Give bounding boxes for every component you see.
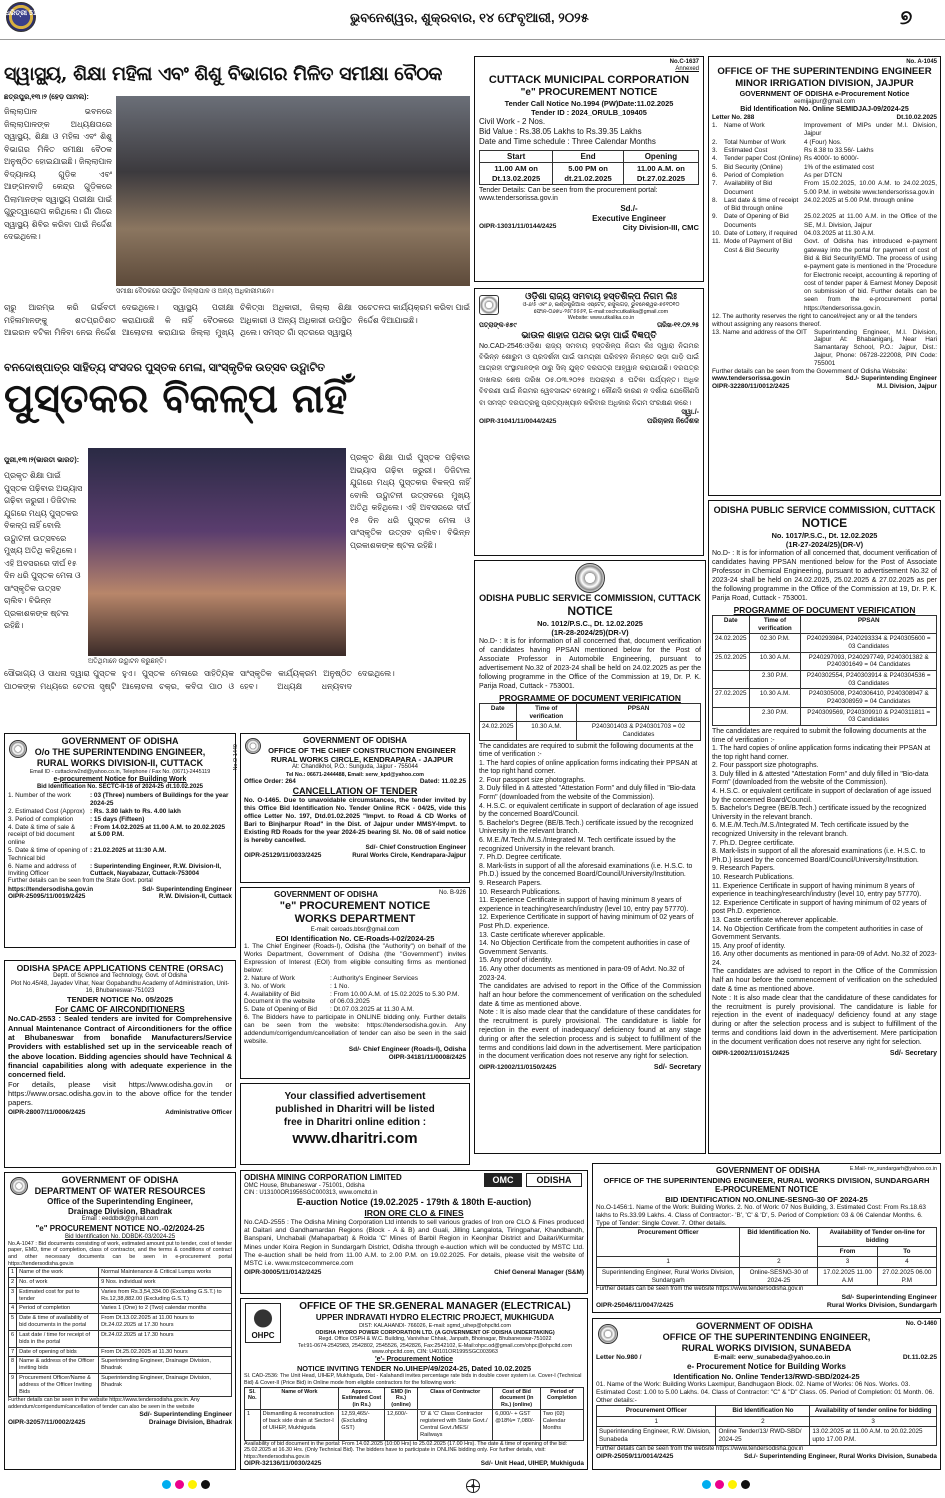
notice-odisha-mining: ODISHA MINING CORPORATION LIMITED OMC House, Bhubaneswar - 751001, Odisha CIN : U13100OR1956SGC000313, www.omcltd.in OMC ODISHA E-auction Notice (19.02.2025 - 179th & 180th E-auction) IRON ORE CLO & FINES No.CAD-2555 : The Odisha Mining Corporation Ltd intends to sell various grades of Iron ore CLO & Fines produced at Daitari and Gandhamardan Regions (Block - A & B) and Guali, Jilling Langalota, Tiringpahar, Khandbandh, Banspani, Unchabali (Mahaparbat) & Roida 'C' Mines of Barbil Region in Keonjhar District and Daitari/Kurmitar Mines under Koira Region in Sundargarh District, Odisha through e-auction which will be conducted by MSTC Ltd. The e-auction shall be held from 11.00 A.M. to 2.00 P.M. on 19.02.2025. For details, please visit the website of MSTC i.e. www.mstcecommerce.com OIPR-30005/11/0142/2425 Chief General Manager (S&M) xyxy=(240,1170,588,1294)
notice-handicraft-corp: ଓଡ଼ିଶା ରାଜ୍ୟ ସମବାୟ ହସ୍ତଶିଳ୍ପ ନିଗମ ଲିଃ ଓ-୬/୫ ଏବଂ ୬, ଇଣ୍ଡଷ୍ଟ୍ରିଆଲ ଏଷ୍ଟେଟ୍, ରସୁଲଗଡ଼, ଭୁବନେଶ୍ୱର-୭୫୧୦୧୦ ଫୋନ-୦୬୭୪-୨୫୮୫୫୫୧, E-mail:oschcutkalika@gmail.com Website: www.utkalika.co.in ପତ୍ରାଙ୍କ-୫୭୯ ତାରିଖ-୧୧.୦୨.୨୫ ଭାଉଳ ଶାହାଜ ପଥର ଭଡ଼ା ପାଇଁ ବିଜ୍ଞପ୍ତି No.CAD-2546:ଓଡ଼ିଶା ରାଜ୍ୟ ସମବାୟ ହସ୍ତଶିଳ୍ପ ନିଗମ ଲିଃ ଦ୍ୱାରା ନିଗମର ବିଭିନ୍ନ ଶୋରୁମ ଓ ପ୍ରଦର୍ଶନୀ ପାଇଁ ସାମଗ୍ରୀ ପରିବହନ ନିମନ୍ତେ ଭଡ଼ା ଗାଡ଼ି ପାଇଁ ଆଗ୍ରହୀ ସଂସ୍ଥାମାନଙ୍କ ଠାରୁ ସିଲ୍ ଯୁକ୍ତ ଦରପତ୍ର ଆହ୍ୱାନ କରାଯାଉଛି। ଦରପତ୍ର ଦାଖଲର ଶେଷ ତାରିଖ ୦୫.୦୩.୨୦୨୫ ଅପରାହ୍ଣ ୫ ଘଟିକା ପର୍ଯ୍ୟନ୍ତ। ଅଧିକ ବିବରଣୀ ପାଇଁ ନିଗମର ୱେବସାଇଟ ଦେଖନ୍ତୁ। କୌଣସି କାରଣ ନ ଦର୍ଶାଇ ଯେକୌଣସି ବା ସମସ୍ତ ଦରପତ୍ରକୁ ପ୍ରତ୍ୟାଖ୍ୟାନ କରିବାର ଅଧିକାର ନିଗମ ସଂରକ୍ଷଣ କରେ। ସ୍ୱା./- OIPR-31041/11/0044/2425 ପରିଚାଳନା ନିର୍ଦ୍ଦେଶକ xyxy=(474,288,704,556)
yellow-swatch-icon xyxy=(728,1480,737,1489)
notice-rural-works-sundargarh: GOVERNMENT OF ODISHA E.Mail- rw_sundargarh@yahoo.co.in OFFICE OF THE SUPERINTENDING ENGINEER, RURAL WORKS DIVISION, SUNDARGARH E-PROCUREMENT NOTICE BID IDENTIFICATION NO.ONLINE-SESNG-30 OF 2024-25 No.O-1456:1. Name of the Work: Building Works. 2. No. of Work: 07 Nos Building, 3. Estimated Cost: From Rs.18.63 lakhs to Rs.33.99 Lakhs. 4. Class of Contractor:- 'B', 'C' & 'D', 5. Period of Completion: 03 & 06 Calendar Months. 6. Type of Tender: Single Cover. 7. Other details. Procurement Officer Bid Identification No. Availability of Tender on-line for bidding From To 1 2 3 4 Superintending Engineer, Rural Works Division, Sundargarh Online-SESNG-30 of 2024-25 17.02.2025 11.00 A.M 27.02.2025 06.00 P.M Further details can be seen from the website https://www.tendersodisha.gov.in Sd/- Superintending Engineer OIPR-25046/11/0047/2425 Rural Works Division, Sundargarh xyxy=(592,1163,941,1313)
list-item: 2. Four passport size photographs. xyxy=(712,762,819,770)
story-dateline-2: ପୁରୀ,୧୩।୨(ଭାରତୀ ଭାରତ): xyxy=(4,457,80,464)
yellow-swatch-icon xyxy=(188,1480,197,1489)
list-item: 6. Period of Completion As per DTCN xyxy=(712,171,842,179)
story-body-bottom-2: ସୌଭାଗ୍ୟ ଓ ସାଧନା ଦ୍ୱାରା ପୁସ୍ତକ ପାଠକଙ୍କ ମଧ୍ୟରେ ଚେତନା ସୃଷ୍ଟି ହୁଏ। ପୁସ୍ତକ ମେଳାରେ ସାହିତ୍ୟିକ ଆଲୋଚନା ଚକ୍ର, କବିତା ପାଠ ଓ ସାଂସ୍କୃତିକ କାର୍ଯ୍ୟକ୍ରମ ଅନୁଷ୍ଠିତ ହେବ। ଅଧ୍ୟକ୍ଷ ଧନ୍ୟବାଦ ଦେଇଥିଲେ। xyxy=(4,669,395,691)
cmc-schedule-table: Start End Opening 11.00 AM on Dt.13.02.2025 5.00 PM on dt.21.02.2025 11.00 A.M. on Dt.27.02.2025 xyxy=(479,150,699,185)
classified-promo: Your classified advertisement published in Dharitri will be listed free in Dharitri online edition : www.dharitri.com xyxy=(240,1083,470,1165)
list-item: 16. Any other documents as mentioned in para-09 of Advt. No.32 of 2023-24. xyxy=(712,951,937,967)
list-item: 9. Research Papers. xyxy=(479,879,542,887)
story-kicker: ବନଦୋଷ୍ପାତ୍ର ସାହିତ୍ୟ ସଂସଦର ପୁସ୍ତକ ମେଳା, ସାଂସ୍କୃତିକ ଉତ୍ସବ ଉଦ୍ଘାଟିତ xyxy=(4,362,325,374)
list-item: 3. Duly filled in & attested "Attestation Form" and duly filled in "Bio-data Form" (downloaded from the website of the Commission). xyxy=(712,770,929,787)
list-item: 2. Four passport size photographs. xyxy=(479,776,586,784)
list-item: 11. Mode of Payment of Bid Cost & Bid Security Govt. of Odisha has introduced e-payment gateway into the portal for payment of cost of Bid & Bid Security/EMD. The process of using e-payment gate is mentioned in the 'Procedure for Electronic receipt, accounting & reporting of cost of tender paper & Earnest Money Deposit on submission of bid. Further details can be seen from the e-procurement portal https://tendersorissa.gov.in. xyxy=(712,238,937,312)
table-row: 2.30 P.M. P240302554, P240303914 & P240304536 = 03 Candidates xyxy=(713,670,937,688)
story-headline: ସ୍ୱାସ୍ଥ୍ୟ, ଶିକ୍ଷା ମହିଳା ଏବଂ ଶିଶୁ ବିଭାଗର ମିଳିତ ସମୀକ୍ଷା ବୈଠକ xyxy=(4,63,442,85)
required-documents-list xyxy=(479,760,701,983)
odisha-emblem-icon xyxy=(245,738,261,754)
table-row: 4 Period of completion Varies 1 (One) to 2 (Two) calendar months xyxy=(9,1304,232,1314)
magenta-swatch-icon xyxy=(175,1480,184,1489)
notice-orsac: ODISHA SPACE APPLICATIONS CENTRE (ORSAC) Deptt. of Science and Technology, Govt. of Odisha Plot No.45/48, Jayadev Vihar, Near Gopabandhu Academy of Administration, Unit-16, Bhubaneswar-751023 TENDER NOTICE No. 05/2025 For CAMC OF AIRCONDITIONERS No.CAD-2553 : Sealed tenders are invited for Comprehensive Annual Maintenance Contract of Airconditioners for the office at Bhubaneswar from bonafide Manufacturers/Service Providers with established set up in the serviceable reach of the above location. Bidding agencies should have Technical & financial capabilities along with adequate experience in the concerned field. For details, please visit https://www.odisha.gov.in or https://www.orsac.odisha.gov.in to the above office for the tender papers. OIPR-28007/11/0006/2425 Administrative Officer xyxy=(4,960,236,1168)
table-row: 5 Date & time of availability of bid documents in the portal From Dt.13.02.2025 at 11.00 hours to Dt.24.02.2025 at 17.30 hours xyxy=(9,1314,232,1331)
story-dateline: ଛତ୍ରପୁର,୧୩।୨ (ହେଡ଼ ପାମଲ): xyxy=(4,94,89,101)
odisha-logo: ODISHA xyxy=(526,1173,582,1187)
list-item: 5. Bachelor's Degree (BE/B.Tech.) certificate issued by the recognized University in the relevant branch. xyxy=(712,805,927,821)
story-body-left-2: ପ୍ରକୃତ ଶିକ୍ଷା ପାଇଁ ପୁସ୍ତକ ପଢ଼ିବାର ଅଭ୍ୟାସ ଗଢ଼ିବା ଜରୁରୀ। ଡିଜିଟାଲ ଯୁଗରେ ମଧ୍ୟ ପୁସ୍ତକର ବିକଳ୍ପ ନାହିଁ ବୋଲି ଉଦ୍ଘାଟନୀ ଉତ୍ସବରେ ମୁଖ୍ୟ ଅତିଥି କହିଥିଲେ। ଏହି ଅବସରରେ ଦୀର୍ଘ ୧୫ ଦିନ ଧରି ପୁସ୍ତକ ମେଳା ଓ ସାଂସ୍କୃତିକ ଉତ୍ସବ ଚାଲିବ। ବିଭିନ୍ନ ପ୍ରକାଶକଙ୍କ ଷ୍ଟଲ ରହିଛି। xyxy=(4,471,83,630)
list-item: 2. Total Number of Work 4 (Four) Nos. xyxy=(712,138,842,146)
cyan-swatch-icon xyxy=(702,1480,711,1489)
portal-link[interactable]: https://tendersodisha.gov.in xyxy=(8,885,94,893)
table-row: 27.02.2025 10.30 A.M. P240305008, P240306410, P240308947 & P240308959 = 04 Candidates xyxy=(713,689,937,707)
sunabeda-table: Procurement Officer Bid Identification No Availability of tender online for bidding 1 2 3 Superintending Engineer, R.W. Division, Sunabeda Online Tender/13/ RWD-SBD/ 2024-25 13.02.2025 at 11.00 A.M. to 20.02.2025 upto 17.00 P.M. xyxy=(596,1405,937,1446)
bhadrak-table xyxy=(8,1267,232,1397)
notice-rural-works-cuttack: No.O-1449 GOVERNMENT OF ODISHA O/o THE SUPERINTENDING ENGINEER, RURAL WORKS DIVISION-II, CUTTACK Email ID - cuttackrw2nd@yahoo.co.in, Telephone / Fax No. (0671)-2445119 e-procurement Notice for Building Work Bid Identification No. SECTC-II-16 of 2024-25 dt.10.02.2025 1. Number of the work : 03 (Three) numbers of Buildings for the year 2024-25 2. Estimated Cost (Approx) : Rs. 3.80 lakh to Rs. 4.00 lakh 3. Period of completion : 15 days (Fifteen) 4. Date & time of sale & receipt of bid document online : From 14.02.2025 at 11.00 A.M. to 20.02.2025 at 5.00 P.M. 5. Date & time of opening of Technical bid : 21.02.2025 at 11:30 A.M. 6. Name and address of Inviting Officer : Superintending Engineer, R.W. Division-II, Cuttack, Nayabazar, Cuttack-753004 Further details can be seen from the State Govt. portal https://tendersodisha.gov.in Sd/- Superintending Engineer OIPR-25095/11/0019/2425 R.W. Division-II, Cuttack xyxy=(4,733,236,948)
table-row: 9 Procurement Officer/Name & address of the Officer Inviting Bids Superintending Engineer, Drainage Division, Bhadrak xyxy=(9,1373,232,1396)
list-item: 8. Mark-lists in support of all the aforesaid examinations (i.e. H.S.C. to Ph.D.) issued by the concerned Board/Council/University/Institution. xyxy=(712,848,926,864)
required-documents-list xyxy=(712,745,937,968)
list-item: 10. Research Publications. xyxy=(712,873,794,881)
opsc2-schedule-table: Date Time of verification PPSAN 24.02.2025 02.30 P.M. P240293984, P240293334 & P240305600 = 03 Candidates 25.02.2025 10.30 A.M. P240297093, P240297749, P240301382 & P240301649 = 04 Candidates 2.30 P.M. P240302554, P240303914 & P240304536 = 03 Candidates 27.02.2025 10.30 A.M. P240305008, P240306410, P240308947 & P240308959 = 04 Candidates 2.30 P.M. P240309569, P240309910 & P240311811 = 03 Candidates xyxy=(712,615,937,726)
list-item: 4. H.S.C. or equivalent certificate in support of declaration of age issued by the concerned Board/Council. xyxy=(479,802,699,819)
sundargarh-table: Procurement Officer Bid Identification No. Availability of Tender on-line for bidding From To 1 2 3 4 Superintending Engineer, Rural Works Division, Sundargarh Online-SESNG-30 of 2024-25 17.02.2025 11.00 A.M 27.02.2025 06.00 P.M xyxy=(596,1227,937,1286)
page-number: ୭ xyxy=(900,7,913,29)
table-row: 2 No. of work 9 Nos. individual work xyxy=(9,1278,232,1288)
odisha-emblem-icon xyxy=(9,740,27,758)
story-body-left: ଜିଲ୍ଲାପାଳ ଭବନରେ ଜିଲ୍ଲାପାଳଙ୍କ ଅଧ୍ୟକ୍ଷତାରେ ସ୍ୱାସ୍ଥ୍ୟ, ଶିକ୍ଷା ଓ ମହିଳା ଏବଂ ଶିଶୁ ବିଭାଗର ମିଳିତ ସମୀକ୍ଷା ବୈଠକ ଅନୁଷ୍ଠିତ ହୋଇଯାଇଛି। ଜିଲ୍ଲାପାଳ ବିଦ୍ୟାଳୟ ଗୁଡ଼ିକ ଏବଂ ଆଙ୍ଗନବାଡ଼ି କେନ୍ଦ୍ର ଗୁଡ଼ିକରେ ପିଲାମାନଙ୍କ ସ୍ୱାସ୍ଥ୍ୟ ପରୀକ୍ଷା ପାଇଁ ଗୁରୁତ୍ୱାରୋପ କରିଥିଲେ। ଗାଁ ଗାଁରେ ସ୍ୱାସ୍ଥ୍ୟ ଶିବିର କରିବା ପାଇଁ ନିର୍ଦ୍ଦେଶ ଦେଇଥିଲେ। xyxy=(4,107,112,241)
list-item: 10. Research Publications. xyxy=(479,888,561,896)
list-item: 12. Experience Certificate in support of having minimum of 02 years of post Ph.D. experience. xyxy=(712,899,927,916)
color-registration-strip-right xyxy=(700,1480,752,1493)
list-item: 6. M.E./M.Tech./M.S./Integrated M. Tech certificate issued by the recognized University in the relevant branch. xyxy=(712,822,909,838)
list-item: 7. Ph.D. Degree certificate. xyxy=(712,839,795,847)
list-item: 1. The hard copies of online application forms indicating their PPSAN at the top right hand corner. xyxy=(712,745,931,761)
black-swatch-icon xyxy=(201,1480,210,1489)
color-registration-strip xyxy=(160,1480,212,1493)
odisha-emblem-icon xyxy=(10,1177,28,1195)
meeting-photo xyxy=(116,96,470,286)
dateline: ଭୁବନେଶ୍ୱର, ଶୁକ୍ରବାର, ୧୪ ଫେବୃଆରୀ, ୨୦୨୫ xyxy=(350,10,589,25)
list-item: 10. Date of Lottery, if required 04.03.2025 at 11.30 A.M. xyxy=(712,230,875,238)
cyan-swatch-icon xyxy=(162,1480,171,1489)
list-item: 11. Experience Certificate in support of having minimum 8 years of experience in teaching/research/industry (level 10, entry pay 57770). xyxy=(712,882,922,899)
table-row: 24.02.2025 02.30 P.M. P240293984, P240293334 & P240305600 = 03 Candidates xyxy=(713,634,937,652)
list-item: 4. H.S.C. or equivalent certificate in support of declaration of age issued by the concerned Board/Council. xyxy=(712,788,932,804)
table-row: 7 Date of opening of bids From Dt.25.02.2025 at 11.30 hours xyxy=(9,1347,232,1357)
notice-drainage-bhadrak: GOVERNMENT OF ODISHA DEPARTMENT OF WATER RESOURCES Office of the Superintending Engineer, Drainage Division, Bhadrak Email : eeddbdk@gmail.com "e" PROCUREMENT NOTICE NO.-02/2024-25 Bid Identification No. DDBDK-03/2024-25 No.A-1047 : Bid documents consisting of work, estimated amount put to tender, cost of tender paper, EMD, time of completion, class of contractor, and the terms & conditions of contract and other necessary documents can be seen in e-procurement portal https://tendersodisha.gov.in 1 Name of the work Normal Maintenance & Critical Lumps works 2 No. of work 9 Nos. individual work 3 Estimated cost for put to tender Varies from Rs.3,54,334.00 (Excluding G.S.T.) to Rs.12,38,882.00 (Excluding G.S.T.) 4 Period of completion Varies 1 (One) to 2 (Two) calendar months 5 Date & time of availability of bid documents in the portal From Dt.13.02.2025 at 11.00 hours to Dt.24.02.2025 at 17.30 hours 6 Last date / time for receipt of bids in the portal Dt.24.02.2025 at 17.30 hours 7 Date of opening of bids From Dt.25.02.2025 at 11.30 hours 8 Name & address of the Officer inviting bids Superintending Engineer, Drainage Division, Bhadrak 9 Procurement Officer/Name & address of the Officer Inviting Bids Superintending Engineer, Drainage Division, Bhadrak Further details can be seen in the website https://www.tendersodisha.gov.in. Any addendum/corrigendum/cancellation of tender can also be seen in the website Sd/- Superintending Engineer OIPR-32057/11/0002/2425 Drainage Division, Bhadrak xyxy=(4,1172,236,1470)
table-row: 3 Estimated cost for put to tender Varies from Rs.3,54,334.00 (Excluding G.S.T.) to Rs.12,38,882.00 (Excluding G.S.T.) xyxy=(9,1287,232,1304)
list-item: 8. Last date & time of receipt of Bid through online 24.02.2025 at 5.00 P.M. through online xyxy=(712,196,914,213)
registration-mark-icon xyxy=(466,1479,480,1493)
notice-opsc-automobile: ODISHA PUBLIC SERVICE COMMISSION, CUTTACK NOTICE No. 1012/P.S.C., Dt. 12.02.2025 (1R-28-2024/25)(DR-V) No.D- : It is for information of all concerned that, document verification of candidates having PPSAN mentioned below for the Post of Associate Professor in Automobile Engineering, pursuant to advertisement No.32 of 2023-24 shall be held on 24.02.2025 as per the following programme in the Office of the Commission at 19, Dr. P. K. Parija Road, Cuttack - 753001. PROGRAMME OF DOCUMENT VERIFICATION Date Time of verification PPSAN 24.02.2025 10.30 A.M. P240301403 & P240301703 = 02 Candidates The candidates are required to submit the following documents at the time of verification :- 1. The hard copies of online application forms indicating their PPSAN at the top right hand corner. 2. Four passport size photographs. 3. Duly filled in & attested "Attestation Form" and duly filled in "Bio-data Form" (downloaded from the website of the Commission). 4. H.S.C. or equivalent certificate in support of declaration of age issued by the concerned Board/Council. 5. Bachelor's Degree (BE/B.Tech.) certificate issued by the recognized University in the relevant branch. 6. M.E./M.Tech./M.S./Integrated M. Tech certificate issued by the recognized University in the relevant branch. 7. Ph.D. Degree certificate. 8. Mark-lists in support of all the aforesaid examinations (i.e. H.S.C. to Ph.D.) issued by the concerned Board/Council/University/Institution. 9. Research Papers. 10. Research Publications. 11. Experience Certificate in support of having minimum 8 years of experience in teaching/research/industry (level 10, entry pay 57770). 12. Experience Certificate in support of having minimum of 02 years of Post Ph.D. experience. 13. Caste certificate wherever applicable. 14. No Objection Certificate from the competent authorities in case of Government Servants. 15. Any proof of identity. 16. Any other documents as mentioned in para-09 of Advt. No.32 of 2023-24. The candidates are advised to report in the Office of the Commission half an hour before the commencement of verification on the scheduled date & time as mentioned above. Note : It is also made clear that the candidature of these candidates for the recruitment is purely provisional. The candidature is liable for rejection in the event of inadequacy/ deficiency found at any stage during or after the selection process and is subject to fulfillment of the terms and conditions laid down in the advertisement. Mere participation in the document verification does not reserve any right for selection. OIPR-12002/11/0150/2425 Sd/- Secretary xyxy=(474,560,706,1154)
odisha-emblem-icon xyxy=(598,1324,618,1344)
list-item: 3. Estimated Cost Rs 8.38 to 33.56/- Lakhs xyxy=(712,147,874,155)
utkalika-logo-icon xyxy=(479,295,499,315)
magenta-swatch-icon xyxy=(715,1480,724,1489)
notice-cancellation-tender: GOVERNMENT OF ODISHA OFFICE OF THE CHIEF CONSTRUCTION ENGINEER RURAL WORKS CIRCLE, KENDRAPARA - JAJPUR At: Chandikhol, P.O.: Sunguda, Jajpur - 755044 Tel No.: 06671-2444488, Email: serw_kpd@yahoo.com Office Order: 264 Dated: 11.02.25 CANCELLATION OF TENDER No. O-1465. Due to unavoidable circumstances, the tender invited by this Office Bid Identification No. Tender Online RCK - 04/25, vide this office Letter No. 197, Dtd.01.02.2025 "Impvt. to Road & CD Works of Bari to Binjharpur Road" in the Dist. of Jajpur under MMSY-Impvt. to Existing RD Roads for the year 2024-25 bearing Sl. No. 08 of said notice is hereby cancelled. Sd/- Chief Construction Engineer OIPR-25129/11/0033/2425 Rural Works Circle, Kendrapara-Jajpur xyxy=(240,733,470,883)
list-item: 13. Caste certificate wherever applicable. xyxy=(712,916,839,924)
list-item: 7. Availability of Bid Document From 15.02.2025, 10.00 A.M. to 24.02.2025, 5.00 P.M. in website www.tendersorissa.gov.in xyxy=(712,180,937,196)
tender-portal-link[interactable]: www.tendersorissa.gov.in xyxy=(712,375,791,383)
list-item: 3. Duly filled in & attested "Attestation Form" and duly filled in "Bio-data Form" (downloaded from the website of the Commission). xyxy=(479,785,696,802)
table-row: 6 Last date / time for receipt of bids in the portal Dt.24.02.2025 at 17.30 hours xyxy=(9,1330,232,1347)
list-item: 1. Name of Work Improvement of MIPs under M.I. Division, Jajpur xyxy=(712,122,937,138)
list-item: 16. Any other documents as mentioned in para-09 of Advt. No.32 of 2023-24. xyxy=(479,965,685,982)
ohpc-logo: OHPC xyxy=(245,1303,281,1343)
photo-caption: ସମୀକ୍ଷା ବୈଠକରେ ଉପସ୍ଥିତ ଜିଲ୍ଲାପାଳ ଓ ଅନ୍ୟ ଅଧିକାରୀମାନେ। xyxy=(116,288,274,295)
list-item: 5. Bid Security (Online) 1% of the estimated cost xyxy=(712,163,874,171)
dharitri-link[interactable]: www.dharitri.com xyxy=(292,1130,418,1147)
notice-opsc-chemical: ODISHA PUBLIC SERVICE COMMISSION, CUTTACK NOTICE No. 1017/P.S.C., Dt. 12.02.2025 (1R-27-2024/25)(DR-V) No.D- : It is for information of all concerned that, document verification of candidates having PPSAN mentioned below for the Post of Associate Professor in Chemical Engineering, pursuant to advertisement No.32 of 2023-24 shall be held on 24.02.2025, 25.02.2025 & 27.02.2025 as per the following programme in the Office of the Commission at 19, Dr. P. K. Parija Road, Cuttack - 753001. PROGRAMME OF DOCUMENT VERIFICATION Date Time of verification PPSAN 24.02.2025 02.30 P.M. P240293984, P240293334 & P240305600 = 03 Candidates 25.02.2025 10.30 A.M. P240297093, P240297749, P240301382 & P240301649 = 04 Candidates 2.30 P.M. P240302554, P240303914 & P240304536 = 03 Candidates 27.02.2025 10.30 A.M. P240305008, P240306410, P240308947 & P240308959 = 04 Candidates 2.30 P.M. P240309569, P240309910 & P240311811 = 03 Candidates The candidates are required to submit the following documents at the time of verification :- 1. The hard copies of online application forms indicating their PPSAN at the top right hand corner. 2. Four passport size photographs. 3. Duly filled in & attested "Attestation Form" and duly filled in "Bio-data Form" (downloaded from the website of the Commission). 4. H.S.C. or equivalent certificate in support of declaration of age issued by the concerned Board/Council. 5. Bachelor's Degree (BE/B.Tech.) certificate issued by the recognized University in the relevant branch. 6. M.E./M.Tech./M.S./Integrated M. Tech certificate issued by the recognized University in the relevant branch. 7. Ph.D. Degree certificate. 8. Mark-lists in support of all the aforesaid examinations (i.e. H.S.C. to Ph.D.) issued by the concerned Board/Council/University/Institution. 9. Research Papers. 10. Research Publications. 11. Experience Certificate in support of having minimum 8 years of experience in teaching/research/industry (level 10, entry pay 57770). 12. Experience Certificate in support of having minimum of 02 years of post Ph.D. experience. 13. Caste certificate wherever applicable. 14. No Objection Certificate from the competent authorities in case of Government Servants. 15. Any proof of identity. 16. Any other documents as mentioned in para-09 of Advt. No.32 of 2023-24. The candidates are advised to report in the Office of the Commission half an hour before the commencement of verification on the scheduled date & time as mentioned above. Note : It is also made clear that the candidature of these candidates for the recruitment is purely provisional. The candidature is liable for rejection in the event of inadequacy/ deficiency found at any stage during or after the selection process and is subject to fulfillment of the terms and conditions laid down in the advertisement. Mere participation in the document verification does not reserve any right for selection. OIPR-12002/11/0151/2425 Sd/- Secretary xyxy=(708,500,941,1154)
book-fair-photo xyxy=(88,448,346,656)
notice-ohpc: OHPC OFFICE OF THE SR.GENERAL MANAGER (ELECTRICAL) UPPER INDRAVATI HYDRO ELECTRIC PROJECT, MUKHIGUDA DIST: KALAHANDI- 766026, E-mail: sgmd_uihep@ohpcltd.com ODISHA HYDRO POWER CORPORATION LTD. (A GOVERNMENT OF ODISHA UNDERTAKING) Regd. Office OSPH & W.C. Building, Vanivihar Chhak, Janpath, Bhoinagar, Bhubaneswar-751022 Tel:91-0674-2542983, 2542802, 2545526, 2542826, Fax:2542102, E-Mail:ohpc.od@gmail.com/ohpc@ohpcltd.com www.ohpcltd.com, CIN: U40101OR1995SGC003963 'e'- Procurement Notice NOTICE INVITING TENDER No.UIHEP/49/2024-25, Dated 10.02.2025 Sl. CAD-2536: The Unit Head, UIHEP, Mukhiguda, Dist - Kalahandi invites percentage rate bids in double cover system i.e. Cover-I (Technical Bid) & Cover-II (Price Bid) in Online mode from eligible contractors for the following work: Sl. No. Name of Work Approx. Estimated Cost (in Rs.) EMD (in Rs.) (online) Class of Contractor Cost of Bid document (in Rs.) (online) Period of Completion 1 Dismantling & reconstruction of back side drain at Sector-I of UIHEP, Mukhiguda 12,59,465/- (Excluding GST) 12,600/- 'D' & 'C' Class Contractor registered with State Govt./ Central Govt./MES/ Railways 6,000/- + GST @18%= 7,080/- Two (02) Calendar Months Availability of bid document in the portal: From 14.02.2025 (10:00 Hrs) to 25.02.2025 (17.00 Hrs). The date & time of opening of the bid: 25.02.2025 at 16.30 Hrs. (Only Technical Bid). The bidders have to participate in ONLINE bidding only. For further details, visit: https://tendersodisha.gov.in OIPR-32136/11/0030/2425 Sd/- Unit Head, UIHEP, Mukhiguda xyxy=(240,1298,588,1470)
opsc1-schedule-table: Date Time of verification PPSAN 24.02.2025 10.30 A.M. P240301403 & P240301703 = 02 Candidates xyxy=(479,703,701,741)
list-item: 1. The hard copies of online application forms indicating their PPSAN at the top right hand corner. xyxy=(479,759,698,776)
black-swatch-icon xyxy=(741,1480,750,1489)
list-item: 4. Tender paper Cost (Online) Rs 4000/- to 6000/- xyxy=(712,155,859,163)
table-row: 25.02.2025 10.30 A.M. P240297093, P240297749, P240301382 & P240301649 = 04 Candidates xyxy=(713,652,937,670)
table-row: 1 Dismantling & reconstruction of back side drain at Sector-I of UIHEP, Mukhiguda 12,59,465/- (Excluding GST) 12,600/- 'D' & 'C' Class Contractor registered with State Govt./ Central Govt./MES/ Railways 6,000/- + GST @18%= 7,080/- Two (02) Calendar Months xyxy=(245,1410,584,1440)
notice-minor-irrigation-jajpur: No. A-1045 OFFICE OF THE SUPERINTENDING ENGINEER MINOR IRRIGATION DIVISION, JAJPUR GOVERNMENT OF ODISHA e-Procurement Notice eemijajpur@gmail.com Bid Identification No. Online SEMIDJAJ-09/2024-25 Letter No. 288 Dt.10.02.2025 1. Name of Work Improvement of MIPs under M.I. Division, Jajpur 2. Total Number of Work 4 (Four) Nos. 3. Estimated Cost Rs 8.38 to 33.56/- Lakhs 4. Tender paper Cost (Online) Rs 4000/- to 6000/- 5. Bid Security (Online) 1% of the estimated cost 6. Period of Completion As per DTCN 7. Availability of Bid Document From 15.02.2025, 10.00 A.M. to 24.02.2025, 5.00 P.M. in website www.tendersorissa.gov.in 8. Last date & time of receipt of Bid through online 24.02.2025 at 5.00 P.M. through online 9. Date of Opening of Bid Documents 25.02.2025 at 11.00 A.M. in the Office of the SE, M.I. Division, Jajpur 10. Date of Lottery, if required 04.03.2025 at 11.30 A.M. 11. Mode of Payment of Bid Cost & Bid Security Govt. of Odisha has introduced e-payment gateway into the portal for payment of cost of Bid & Bid Security/EMD. The process of using e-payment gate is mentioned in the 'Procedure for Electronic receipt, accounting & reporting of cost of tender paper & Earnest Money Deposit on submission of bid. Further details can be seen from the e-procurement portal https://tendersorissa.gov.in. 12. The authority reserves the right to cancel/reject any or all the tenders without assigning any reasons thereof. 13. Name and address of the OIT Superintending Engineer, M.I. Division, Jajpur At: Bhabaniganj, Near Hari Samantaray School, P.O.: Jajpur, Dist.: Jajpur, Phone: 06728-222008, PIN Code: 755001 Further details can be seen from the Government of Odisha Website: www.tendersorissa.gov.in Sd./- Superintending Engineer OIPR-32280/11/0012/2425 M.I. Division, Jajpur xyxy=(708,56,941,496)
notice-works-department: GOVERNMENT OF ODISHA No. B-926 "e" PROCUREMENT NOTICE WORKS DEPARTMENT E-mail: ceroads.bbsr@gmail.com EOI Identification No. CE-Roads-I-02/2024-25 1. The Chief Engineer (Roads-I), Odisha (the "Authority") on behalf of the Works Department, Government of Odisha (the "Government") invites Expression of Interest (EOI) from eligible consulting firms as mentioned below: 2. Nature of Work : Authority's Engineer Services 3. No. of Work : 1 No. 4. Availability of Bid Document in the website : From 10.00 A.M. of 15.02.2025 to 5.30 P.M. of 06.03.2025 5. Date of Opening of Bid : Dt.07.03.2025 at 11.30 A.M. 6. The Bidders have to participate in ONLINE bidding only. Further details can be seen from the website: https://tendersodisha.gov.in. Any addendum/corrigendum/cancellation of tender can also be seen in the said website. Sd/- Chief Engineer (Roads-I), Odisha OIPR-34181/11/0008/2425 xyxy=(240,887,470,1079)
story-body-right-2: ପ୍ରକୃତ ଶିକ୍ଷା ପାଇଁ ପୁସ୍ତକ ପଢ଼ିବାର ଅଭ୍ୟାସ ଗଢ଼ିବା ଜରୁରୀ। ଡିଜିଟାଲ ଯୁଗରେ ମଧ୍ୟ ପୁସ୍ତକର ବିକଳ୍ପ ନାହିଁ ବୋଲି ଉଦ୍ଘାଟନୀ ଉତ୍ସବରେ ମୁଖ୍ୟ ଅତିଥି କହିଥିଲେ। ଏହି ଅବସରରେ ଦୀର୍ଘ ୧୫ ଦିନ ଧରି ପୁସ୍ତକ ମେଳା ଓ ସାଂସ୍କୃତିକ ଉତ୍ସବ ଚାଲିବ। ବିଭିନ୍ନ ପ୍ରକାଶକଙ୍କ ଷ୍ଟଲ ରହିଛି। xyxy=(350,453,470,550)
anniversary-badge: ଧରିତ୍ରୀ 51 xyxy=(5,10,37,17)
story-body-bottom: ଚାରୁ ଆରମ୍ଭ କରି ଗର୍ଭବତୀ ମହିଳାମାନଙ୍କୁ ଶତପ୍ରତିଶତ ଆଇରନ ବଟିକା ମିଳିବା ନେଇ ନିର୍ଦ୍ଦେଶ ଦେଇଥିଲେ। ସ୍ୱାସ୍ଥ୍ୟ ପରୀକ୍ଷା କରାଯାଉଛି କି ନାହିଁ ବୈଠକରେ ଆଲୋଚନା କରାଯାଇ ଜିଲ୍ଲା ମୁଖ୍ୟ ଚିକିତ୍ସା ଅଧିକାରୀ, ଜିଲ୍ଲା ଶିକ୍ଷା ଅଧିକାରୀ ଓ ଅନ୍ୟ ଅଧିକାରୀ ଉପସ୍ଥିତ ଥିଲେ। ସମସ୍ତ ଗାଁ ସ୍ତରରେ ସ୍ୱାସ୍ଥ୍ୟ ସଚେତନତା କାର୍ଯ୍ୟକ୍ରମ କରିବା ପାଇଁ ନିର୍ଦ୍ଦେଶ ଦିଆଯାଇଛି। xyxy=(4,303,470,337)
list-item: 14. No Objection Certificate from the competent authorities in case of Government Servants. xyxy=(712,925,923,942)
table-row: 1 Name of the work Normal Maintenance & Critical Lumps works xyxy=(9,1268,232,1278)
story-health-review xyxy=(4,62,470,357)
list-item: 6. M.E./M.Tech./M.S./Integrated M. Tech certificate issued by the recognized University in the relevant branch. xyxy=(479,837,676,853)
list-item: 9. Research Papers. xyxy=(712,865,775,873)
story-book-fair xyxy=(4,362,470,730)
story-headline-2: ପୁସ୍ତକର ବିକଳ୍ପ ନାହିଁ xyxy=(4,375,348,422)
list-item: 11. Experience Certificate in support of having minimum 8 years of experience in teaching/research/industry (level 10, entry pay 57770). xyxy=(479,897,689,913)
notice-rural-works-sunabeda: GOVERNMENT OF ODISHA No. O-1460 OFFICE OF THE SUPERINTENDING ENGINEER, RURAL WORKS DIVISION, SUNABEDA Letter No.980 / E-mail: eerw_sunabeda@yahoo.co.in Dt.11.02.25 e- Procurement Notice for Building Works Identification No. Online Tender13/RWD-SBD/2024-25 01. Name of the Work: Building Works Laxmipur, Bandhugaon Block. 02. Name of Works: 06 Nos. Works. 03. Estimated Cost: 1.00 to 5.00 Lakhs. 04. Class of Contractor: "C" & "D" Class. 05. Period of Completion: 01 Month. 06. Other details:- Procurement Officer Bid Identification No Availability of tender online for bidding 1 2 3 Superintending Engineer, R.W. Division, Sunabeda Online Tender/13/ RWD-SBD/ 2024-25 13.02.2025 at 11.00 A.M. to 20.02.2025 upto 17.00 P.M. Further details can be seen from the website https://www.tendersodisha.gov.in OIPR-25059/11/0014/2425 Sd./- Superintending Engineer, Rural Works Division, Sunabeda xyxy=(592,1318,941,1470)
list-item: 5. Bachelor's Degree (BE/B.Tech.) certificate issued by the recognized University in the relevant branch. xyxy=(479,819,694,836)
photo-caption-2: ଅତିଥିମାନେ ଉଦ୍ଘାଟନ କରୁଛନ୍ତି। xyxy=(88,658,167,665)
notice-cuttack-municipal: No.C-1637 Annexed CUTTACK MUNICIPAL CORPORATION "e" PROCUREMENT NOTICE Tender Call Notice No.1994 (PW)Date:11.02.2025 Tender ID : 2024_ORULB_109405 Civil Work - 2 Nos. Bid Value : Rs.38.05 Lakhs to Rs.39.35 Lakhs Date and Time schedule : Three Calendar Months Start End Opening 11.00 AM on Dt.13.02.2025 5.00 PM on dt.21.02.2025 11.00 A.M. on Dt.27.02.2025 Tender Details: Can be seen from the procurement portal: www.tendersorissa.gov.in Sd./- Executive Engineer OIPR-13031/11/0144/2425 City Division-III, CMC xyxy=(474,56,704,282)
list-item: 9. Date of Opening of Bid Documents 25.02.2025 at 11.00 A.M. in the Office of the SE, M.I. Division, Jajpur xyxy=(712,213,937,229)
omc-logo: OMC xyxy=(484,1173,522,1187)
list-item: 7. Ph.D. Degree certificate. xyxy=(479,854,562,862)
table-row: 8 Name & address of the Officer inviting bids Superintending Engineer, Drainage Division, Bhadrak xyxy=(9,1357,232,1374)
list-item: 12. Experience Certificate in support of having minimum of 02 years of Post Ph.D. experience. xyxy=(479,914,694,930)
jajpur-details xyxy=(712,122,937,313)
masthead xyxy=(0,0,945,40)
list-item: 13. Caste certificate wherever applicable. xyxy=(479,931,606,939)
ohpc-tender-table: Sl. No. Name of Work Approx. Estimated Cost (in Rs.) EMD (in Rs.) (online) Class of Contractor Cost of Bid document (in Rs.) (online) Period of Completion 1 Dismantling & reconstruction of back side drain at Sector-I of UIHEP, Mukhiguda 12,59,465/- (Excluding GST) 12,600/- 'D' & 'C' Class Contractor registered with State Govt./ Central Govt./MES/ Railways 6,000/- + GST @18%= 7,080/- Two (02) Calendar Months xyxy=(244,1387,584,1441)
opsc-emblem-icon xyxy=(575,563,605,593)
list-item: 15. Any proof of identity. xyxy=(712,942,786,950)
list-item: 8. Mark-lists in support of all the aforesaid examinations (i.e. H.S.C. to Ph.D.) issued by the concerned Board/Council/University/Institution. xyxy=(479,862,693,879)
table-row: 2.30 P.M. P240309569, P240309910 & P240311811 = 03 Candidates xyxy=(713,707,937,725)
list-item: 15. Any proof of identity. xyxy=(479,957,553,965)
list-item: 14. No Objection Certificate from the competent authorities in case of Government Servants. xyxy=(479,940,690,956)
